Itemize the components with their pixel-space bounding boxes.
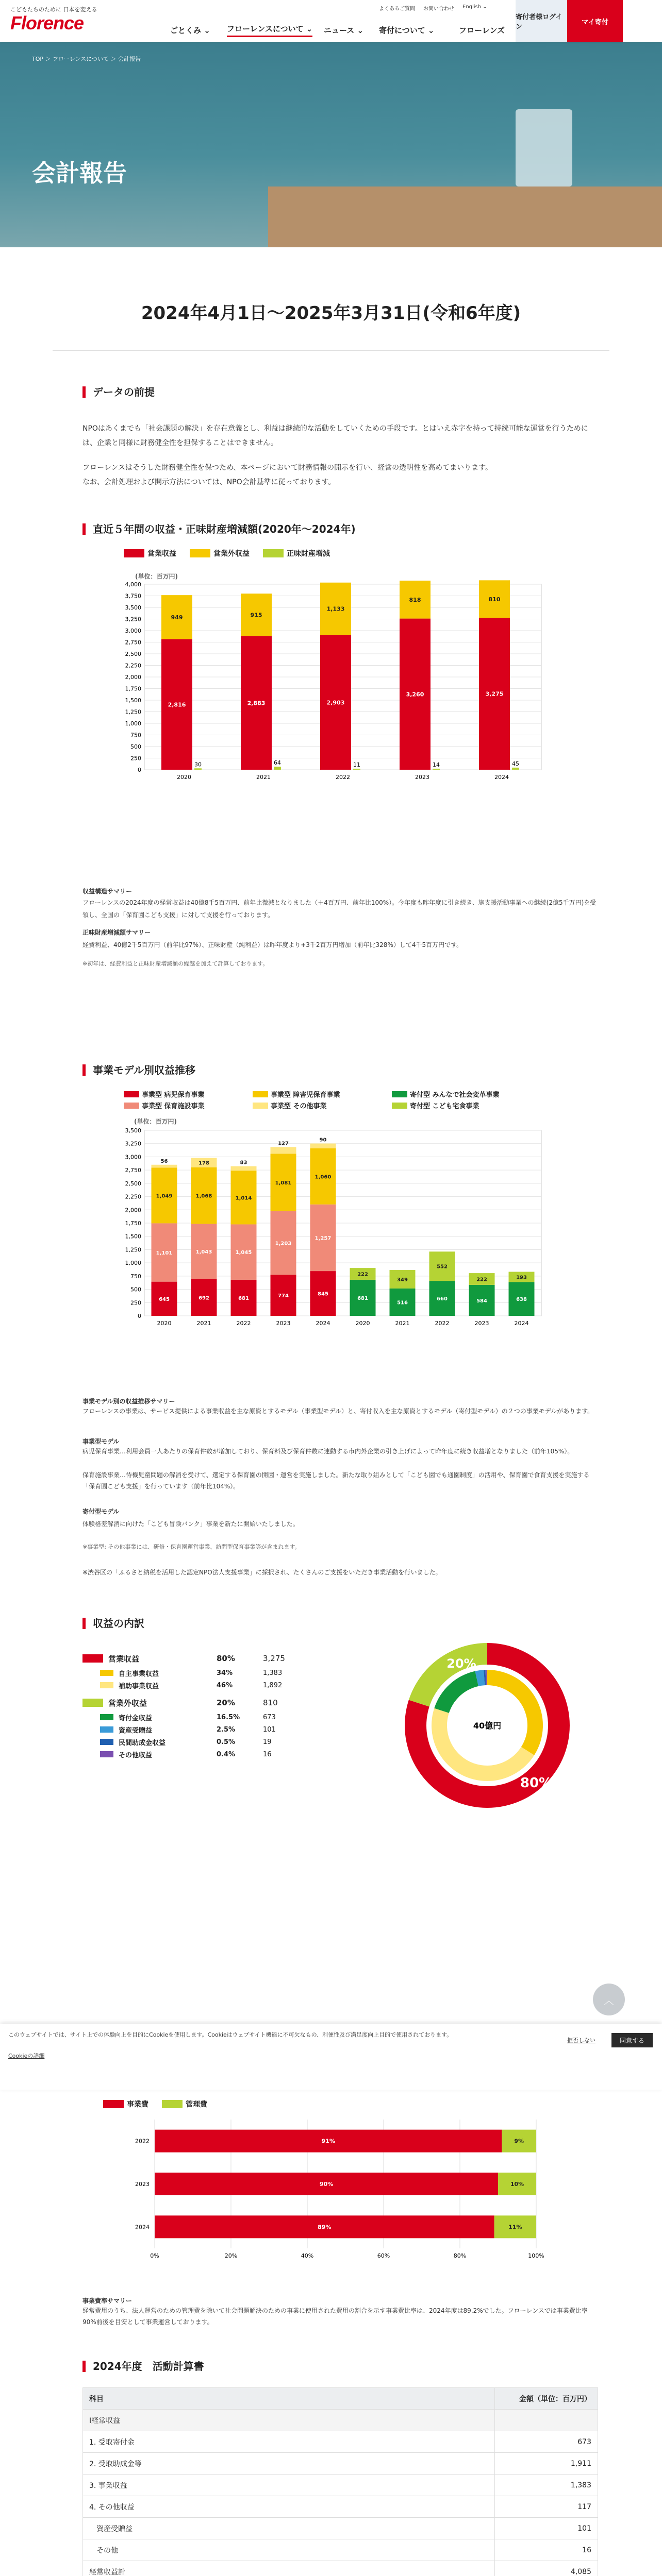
x-tick-label: 2021 bbox=[196, 1320, 211, 1327]
table-cell-label: 1. 受取寄付金 bbox=[83, 2431, 495, 2453]
data-label: 349 bbox=[397, 1277, 408, 1283]
breakdown-pct: 0.4% bbox=[217, 1750, 236, 1758]
cookie-decline-link[interactable]: 拒否しない bbox=[567, 2037, 595, 2044]
x-tick-label: 2023 bbox=[415, 774, 429, 781]
breakdown-swatch bbox=[82, 1654, 103, 1663]
data-label: 645 bbox=[159, 1296, 170, 1302]
data-label: 845 bbox=[318, 1291, 328, 1297]
section-title-breakdown: 収益の内訳 bbox=[82, 1618, 144, 1629]
data-label: 949 bbox=[171, 614, 183, 621]
breakdown-pct: 2.5% bbox=[217, 1725, 236, 1734]
nav-item-about[interactable]: フローレンスについて ⌄ bbox=[227, 23, 312, 37]
breakdown-label: 営業外収益 bbox=[108, 1698, 147, 1708]
data-label: 1,014 bbox=[235, 1195, 252, 1201]
data-label: 9% bbox=[514, 2138, 524, 2145]
breakdown-row bbox=[82, 1653, 340, 1664]
breakdown-pct: 34% bbox=[217, 1669, 233, 1677]
breakdown-swatch bbox=[82, 1699, 103, 1707]
legend-cost-ratio bbox=[103, 2099, 207, 2109]
breakdown-amt: 16 bbox=[263, 1750, 272, 1758]
legend-swatch bbox=[190, 549, 210, 557]
donation-model-bullet: 体験格差解消に向けた「こども冒険バンク」事業を新たに開始いたしました。 bbox=[82, 1520, 299, 1528]
business-model-bullet-2: 保育施設事業…待機児童問題の解消を受けて、選定する保育園の開園・運営を実施しました。新たな取り組みとして「こども園でも通園制度」の活用や、保育園で食育支援を実施する「保育園こども支援」を行っています（前年比104%）。 bbox=[82, 1471, 590, 1490]
donut-center-label: 40億円 bbox=[473, 1721, 502, 1731]
breakdown-pct: 20% bbox=[217, 1698, 235, 1707]
y-tick-label: 500 bbox=[130, 743, 141, 750]
data-label: 584 bbox=[476, 1298, 487, 1304]
breakdown-row bbox=[100, 1680, 340, 1691]
data-label: 692 bbox=[198, 1295, 209, 1301]
breakdown-label: 営業収益 bbox=[108, 1654, 140, 1664]
table-row bbox=[83, 2561, 598, 2576]
y-tick-label: 3,250 bbox=[125, 616, 141, 623]
data-label: 3,275 bbox=[485, 690, 504, 698]
table-cell-label: 2. 受取助成金等 bbox=[83, 2453, 495, 2475]
data-label: 89% bbox=[318, 2224, 332, 2231]
table-cell-label: 経常収益計 bbox=[83, 2561, 495, 2576]
nav-item-donate[interactable]: 寄付について ⌄ bbox=[379, 25, 435, 35]
data-label: 774 bbox=[278, 1293, 289, 1299]
table-row bbox=[83, 2496, 598, 2518]
data-label: 681 bbox=[238, 1295, 249, 1301]
x-tick-label: 0% bbox=[150, 2252, 159, 2259]
data-label: 1,203 bbox=[275, 1241, 292, 1247]
table-cell-label: 資産受贈益 bbox=[83, 2518, 495, 2539]
y-tick-label: 500 bbox=[130, 1286, 141, 1293]
y-tick-label: 2023 bbox=[135, 2181, 150, 2188]
donor-login-button[interactable]: 寄付者様ログイン bbox=[516, 0, 567, 42]
site-logo[interactable]: Florence bbox=[10, 12, 84, 33]
breakdown-swatch bbox=[100, 1682, 113, 1688]
breakdown-pct: 80% bbox=[217, 1654, 235, 1663]
x-tick-label: 2022 bbox=[336, 774, 350, 781]
y-tick-label: 3,750 bbox=[125, 592, 141, 600]
premise-text-2: フローレンスはそうした財務健全性を保つため、本ページにおいて財務情報の開示を行い、経営の透明性を高めてまいります。 bbox=[82, 464, 492, 472]
x-tick-label: 20% bbox=[224, 2252, 238, 2259]
section-title-premise: データの前提 bbox=[82, 386, 155, 398]
bar bbox=[271, 1147, 296, 1154]
legend-swatch bbox=[263, 549, 284, 557]
data-label: 1,060 bbox=[315, 1174, 332, 1180]
site-header bbox=[0, 0, 662, 42]
breakdown-swatch bbox=[100, 1751, 113, 1757]
model-summary-text: フローレンスの事業は、サービス提供による事業収益を主な原資とするモデル（事業型モデル）と、寄付収入を主な原資とするモデル（寄付型モデル）の２つの事業モデルがあります。 bbox=[82, 1408, 594, 1415]
content-panel bbox=[21, 249, 641, 2576]
y-tick-label: 2,000 bbox=[125, 674, 141, 681]
breakdown-row bbox=[100, 1711, 340, 1723]
data-label: 91% bbox=[321, 2138, 335, 2145]
breakdown-amt: 19 bbox=[263, 1738, 272, 1746]
y-tick-label: 4,000 bbox=[125, 581, 141, 588]
bar bbox=[310, 1144, 336, 1148]
table-cell-value: 673 bbox=[495, 2431, 598, 2453]
bar bbox=[433, 769, 440, 770]
data-label: 90 bbox=[319, 1137, 327, 1143]
table-cell-value: 16 bbox=[495, 2539, 598, 2561]
table-cell-label: 3. 事業収益 bbox=[83, 2475, 495, 2496]
data-label: 127 bbox=[278, 1141, 289, 1147]
data-label: 1,101 bbox=[156, 1250, 173, 1257]
legend-label: 事業型 その他事業 bbox=[271, 1103, 327, 1110]
cookie-accept-button[interactable]: 同意する bbox=[611, 2033, 653, 2047]
faq-link[interactable]: よくあるご質問 bbox=[379, 6, 415, 12]
data-label: 11% bbox=[508, 2224, 522, 2231]
bar bbox=[231, 1166, 257, 1171]
table-row bbox=[83, 2539, 598, 2561]
y-tick-label: 2022 bbox=[135, 2138, 150, 2145]
table-cell-value: 1,383 bbox=[495, 2475, 598, 2496]
breakdown-row bbox=[82, 1697, 340, 1708]
data-label: 1,045 bbox=[235, 1250, 252, 1256]
y-tick-label: 750 bbox=[130, 732, 141, 739]
breakdown-row bbox=[100, 1736, 340, 1748]
table-cell-value: 1,911 bbox=[495, 2453, 598, 2475]
donut-label: 80% bbox=[520, 1775, 553, 1791]
breadcrumb[interactable]: TOP ＞ フローレンスについて ＞ 会計報告 bbox=[32, 56, 141, 62]
language-select[interactable]: English ⌄ bbox=[462, 4, 487, 10]
x-tick-label: 2022 bbox=[236, 1320, 251, 1327]
activity-statement-table bbox=[82, 2387, 598, 2576]
table-row bbox=[83, 2518, 598, 2539]
breakdown-row bbox=[100, 1724, 340, 1735]
data-label: 2,883 bbox=[247, 700, 266, 707]
legend-swatch bbox=[103, 2100, 124, 2108]
y-tick-label: 750 bbox=[130, 1273, 141, 1280]
breakdown-swatch bbox=[100, 1739, 113, 1745]
data-label: 3,260 bbox=[406, 691, 424, 698]
y-tick-label: 1,000 bbox=[125, 1260, 141, 1267]
data-label: 1,043 bbox=[195, 1249, 212, 1256]
legend-label: 事業費 bbox=[127, 2100, 148, 2109]
y-tick-label: 2,750 bbox=[125, 1167, 141, 1174]
data-label: 552 bbox=[437, 1264, 448, 1270]
data-label: 14 bbox=[433, 761, 440, 768]
table-header: 金額（単位：百万円） bbox=[495, 2388, 598, 2410]
data-label: 516 bbox=[397, 1300, 408, 1306]
data-label: 1,257 bbox=[315, 1235, 332, 1242]
business-model-bullet-1: 病児保育事業…利用会員一人あたりの保育件数が増加しており、保育料及び保育件数に連動する市内外企業の引き上げによって昨年度に続き収益増となりました（前年105%）。 bbox=[82, 1448, 574, 1455]
data-label: 1,133 bbox=[326, 605, 345, 613]
legend-label: 事業型 障害児保育事業 bbox=[271, 1091, 340, 1099]
data-label: 2,903 bbox=[326, 699, 345, 706]
table-row bbox=[83, 2475, 598, 2496]
data-label: 2,816 bbox=[168, 701, 186, 708]
y-tick-label: 3,000 bbox=[125, 1154, 141, 1161]
y-tick-label: 250 bbox=[130, 755, 141, 762]
breakdown-amt: 1,892 bbox=[263, 1681, 283, 1689]
utility-links bbox=[379, 4, 487, 12]
x-tick-label: 60% bbox=[377, 2252, 390, 2259]
legend-label: 事業型 病児保育事業 bbox=[142, 1091, 205, 1099]
x-tick-label: 2021 bbox=[256, 774, 271, 781]
breakdown-swatch bbox=[100, 1714, 113, 1720]
summary-note: ※初年は、経費利益と正味財産増減額の繰越を加えて計算しております。 bbox=[82, 960, 269, 967]
legend-label: 寄付型 こども宅食事業 bbox=[410, 1103, 479, 1110]
bar bbox=[274, 767, 281, 770]
x-tick-label: 2024 bbox=[494, 774, 509, 781]
model-note-1: ※事業型: その他事業には、研修・保育園運営事業、訪問型保育事業等が含まれます。 bbox=[82, 1544, 301, 1550]
y-tick-label: 0 bbox=[138, 767, 141, 773]
hero-banner bbox=[0, 42, 662, 247]
breakdown-swatch bbox=[100, 1670, 113, 1676]
legend-swatch bbox=[392, 1091, 407, 1097]
desk-image bbox=[268, 187, 662, 247]
section-title-five-year: 直近５年間の収益・正味財産増減額(2020年〜2024年) bbox=[82, 523, 356, 535]
bar bbox=[194, 768, 202, 770]
data-label: 638 bbox=[516, 1297, 527, 1303]
data-label: 660 bbox=[437, 1296, 448, 1302]
data-label: 30 bbox=[194, 761, 202, 768]
table-cell-value: 117 bbox=[495, 2496, 598, 2518]
chart-unit: (単位：百万円) bbox=[134, 1118, 177, 1125]
breakdown-pct: 0.5% bbox=[217, 1738, 236, 1746]
table-row bbox=[83, 2453, 598, 2475]
nav-item-news[interactable]: ニュース ⌄ bbox=[324, 25, 364, 35]
nav-item-florens[interactable]: フローレンズ bbox=[459, 25, 505, 35]
model-revenue-chart bbox=[113, 1125, 557, 1342]
x-tick-label: 2020 bbox=[157, 1320, 172, 1327]
data-label: 810 bbox=[488, 596, 501, 603]
cookie-details-link[interactable]: Cookieの詳細 bbox=[8, 2053, 45, 2059]
data-label: 56 bbox=[160, 1158, 168, 1164]
table-cell-label: 4. その他収益 bbox=[83, 2496, 495, 2518]
breakdown-amt: 673 bbox=[263, 1713, 276, 1721]
cookie-text: このウェブサイトでは、サイト上での体験向上を目的にCookieを使用します。Cookieはウェブサイト機能に不可欠なもの、利便性及び満足度向上目的で使用されております。 bbox=[8, 2031, 453, 2038]
x-tick-label: 100% bbox=[528, 2252, 544, 2259]
data-label: 10% bbox=[510, 2181, 524, 2188]
breakdown-pct: 16.5% bbox=[217, 1713, 240, 1721]
summary-title: 収益構造サマリー bbox=[82, 888, 133, 895]
x-tick-label: 2023 bbox=[474, 1320, 489, 1327]
model-note-2: ※渋谷区の「ふるさと納税を活用した認定NPO法人支援事業」に採択され、たくさんのご支援をいただき事業活動を行いました。 bbox=[82, 1569, 442, 1576]
data-label: 83 bbox=[240, 1160, 247, 1166]
nav-item-jigyou[interactable]: ごとくみ ⌄ bbox=[170, 25, 210, 35]
legend-label: 事業型 保育施設事業 bbox=[142, 1103, 205, 1110]
y-tick-label: 1,000 bbox=[125, 720, 141, 727]
legend-swatch bbox=[162, 2100, 183, 2108]
bar bbox=[353, 769, 360, 770]
data-label: 90% bbox=[319, 2181, 334, 2188]
donut-label: 20% bbox=[446, 1656, 476, 1671]
table-row bbox=[83, 2410, 598, 2431]
premise-text-1: NPOはあくまでも「社会課題の解決」を存在意義とし、利益は継続的な活動をしていくための手段です。とはいえ赤字を持って持続可能な運営を行うためには、企業と同様に財務健全性を担保することはできません。 bbox=[82, 425, 588, 447]
donate-button[interactable]: マイ寄付 bbox=[567, 0, 623, 42]
legend-swatch bbox=[124, 549, 144, 557]
table-row bbox=[83, 2431, 598, 2453]
x-tick-label: 2024 bbox=[514, 1320, 529, 1327]
x-tick-label: 40% bbox=[301, 2252, 314, 2259]
revenue-donut-chart bbox=[402, 1640, 572, 1810]
x-tick-label: 2020 bbox=[355, 1320, 370, 1327]
model-summary-title: 事業モデル別の収益推移サマリー bbox=[82, 1398, 175, 1405]
x-tick-label: 2020 bbox=[177, 774, 191, 781]
breakdown-amt: 810 bbox=[263, 1698, 278, 1707]
breakdown-label: 民間助成金収益 bbox=[119, 1739, 166, 1747]
legend-five-year bbox=[124, 548, 330, 558]
cost-ratio-chart bbox=[113, 2114, 557, 2269]
legend-label: 営業外収益 bbox=[213, 550, 250, 558]
data-label: 193 bbox=[516, 1275, 527, 1281]
table-cell-label: その他 bbox=[83, 2539, 495, 2561]
y-tick-label: 1,750 bbox=[125, 1220, 141, 1227]
y-tick-label: 1,500 bbox=[125, 1233, 141, 1240]
bar bbox=[152, 1165, 177, 1168]
legend-swatch bbox=[392, 1103, 407, 1109]
section-title-activity: 2024年度 活動計算書 bbox=[82, 2361, 204, 2372]
data-label: 1,068 bbox=[195, 1193, 212, 1199]
period-title: 2024年4月1日〜2025年3月31日(令和6年度) bbox=[141, 303, 521, 324]
logo-tagline: こどもたちのために 日本を変える bbox=[10, 6, 97, 13]
y-tick-label: 2,500 bbox=[125, 651, 141, 657]
y-tick-label: 2024 bbox=[135, 2224, 150, 2231]
y-tick-label: 1,250 bbox=[125, 1246, 141, 1253]
table-cell-value bbox=[495, 2410, 598, 2431]
y-tick-label: 1,250 bbox=[125, 708, 141, 716]
cookie-banner bbox=[0, 2024, 662, 2090]
data-label: 11 bbox=[353, 761, 360, 768]
divider bbox=[53, 350, 609, 351]
x-tick-label: 80% bbox=[453, 2252, 467, 2259]
legend-swatch bbox=[124, 1091, 139, 1097]
y-tick-label: 2,250 bbox=[125, 1193, 141, 1200]
contact-link[interactable]: お問い合わせ bbox=[423, 6, 454, 12]
breakdown-amt: 101 bbox=[263, 1725, 276, 1734]
breakdown-pct: 46% bbox=[217, 1681, 233, 1689]
x-tick-label: 2023 bbox=[276, 1320, 291, 1327]
breakdown-row bbox=[100, 1667, 340, 1679]
table-cell-value: 4,085 bbox=[495, 2561, 598, 2576]
cost-summary-title: 事業費率サマリー bbox=[82, 2297, 133, 2304]
data-label: 178 bbox=[198, 1160, 209, 1166]
y-tick-label: 2,500 bbox=[125, 1180, 141, 1187]
breakdown-amt: 3,275 bbox=[263, 1654, 285, 1663]
y-tick-label: 3,500 bbox=[125, 604, 141, 611]
data-label: 1,081 bbox=[275, 1180, 292, 1187]
breakdown-label: 資産受贈益 bbox=[119, 1726, 153, 1735]
x-tick-label: 2022 bbox=[435, 1320, 450, 1327]
legend-label: 営業収益 bbox=[147, 550, 176, 558]
bar bbox=[512, 768, 519, 770]
legend-label: 寄付型 みんなで社会変革事業 bbox=[410, 1091, 500, 1099]
breakdown-label: 自主事業収益 bbox=[119, 1670, 159, 1678]
data-label: 222 bbox=[357, 1272, 368, 1278]
breakdown-label: 寄付金収益 bbox=[119, 1714, 153, 1722]
y-tick-label: 2,250 bbox=[125, 662, 141, 669]
premise-text-3: なお、会計処理および開示方法については、NPO会計基準に従っております。 bbox=[82, 478, 336, 486]
y-tick-label: 2,000 bbox=[125, 1207, 141, 1214]
y-tick-label: 3,250 bbox=[125, 1140, 141, 1147]
summary2-text: 経費利益、40億2千5百万円（前年比97%）、正味財産（純利益）は昨年度より+3千2百万円増加（前年比328%）して4千5百万円です。 bbox=[82, 941, 463, 948]
data-label: 45 bbox=[512, 760, 519, 767]
data-label: 915 bbox=[250, 612, 262, 619]
x-tick-label: 2024 bbox=[316, 1320, 330, 1327]
y-tick-label: 3,500 bbox=[125, 1127, 141, 1134]
breakdown-swatch bbox=[100, 1726, 113, 1733]
y-tick-label: 0 bbox=[138, 1313, 141, 1319]
table-header: 科目 bbox=[83, 2388, 495, 2410]
table-cell-label: Ⅰ経常収益 bbox=[83, 2410, 495, 2431]
summary2-title: 正味財産増減額サマリー bbox=[82, 929, 151, 936]
data-label: 1,049 bbox=[156, 1193, 173, 1199]
data-label: 64 bbox=[274, 759, 281, 767]
breakdown-amt: 1,383 bbox=[263, 1669, 283, 1677]
breakdown-label: 補助事業収益 bbox=[119, 1682, 159, 1690]
five-year-revenue-chart bbox=[113, 579, 557, 795]
breakdown-label: その他収益 bbox=[119, 1751, 153, 1759]
data-label: 818 bbox=[409, 596, 421, 603]
cost-summary-text: 経常費用のうち、法人運営のための管理費を除いて社会問題解決のための事業に使用された費用の割合を示す事業費比率は、2024年度は89.2%でした。フローレンスでは事業費比率90%前後を目安として事業運営しております。 bbox=[82, 2307, 588, 2326]
breakdown-row bbox=[100, 1749, 340, 1760]
y-tick-label: 1,500 bbox=[125, 697, 141, 704]
legend-swatch bbox=[124, 1103, 139, 1109]
y-tick-label: 1,750 bbox=[125, 685, 141, 692]
arrow-up-icon: ︿ bbox=[604, 1994, 614, 2007]
business-model-title: 事業型モデル bbox=[82, 1438, 120, 1445]
scroll-to-top-button[interactable] bbox=[593, 1984, 625, 2015]
summary-text: フローレンスの2024年度の経常収益は40億8千5百万円、前年比微減となりました（＋4百万円、前年比100%）。今年度も昨年度に引き続き、施支援活動事業への継続(2億5千万円)を受領し、全国の「保育園こども支援」に対して支援を行っております。 bbox=[82, 899, 597, 919]
section-title-model: 事業モデル別収益推移 bbox=[82, 1064, 195, 1076]
y-tick-label: 3,000 bbox=[125, 628, 141, 634]
table-cell-value: 101 bbox=[495, 2518, 598, 2539]
x-tick-label: 2021 bbox=[395, 1320, 410, 1327]
pencil-cup-image bbox=[516, 109, 572, 187]
page-title: 会計報告 bbox=[32, 159, 127, 187]
legend-swatch bbox=[253, 1091, 268, 1097]
y-tick-label: 250 bbox=[130, 1299, 141, 1307]
y-tick-label: 2,750 bbox=[125, 639, 141, 646]
legend-label: 管理費 bbox=[186, 2100, 207, 2109]
legend-label: 正味財産増減 bbox=[287, 550, 330, 558]
data-label: 222 bbox=[476, 1277, 487, 1283]
legend-swatch bbox=[253, 1103, 268, 1109]
chart-unit: (単位：百万円) bbox=[135, 573, 178, 580]
donation-model-title: 寄付型モデル bbox=[82, 1508, 120, 1515]
data-label: 681 bbox=[357, 1295, 368, 1301]
